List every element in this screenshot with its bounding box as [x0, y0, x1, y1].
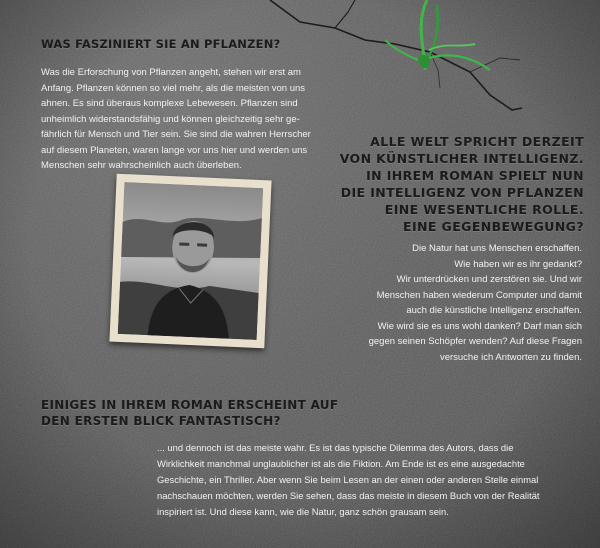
text-line: Was die Erforschung von Pflanzen angeht, stehen wir erst am [41, 67, 301, 78]
text-line: auf diesem Planeten, waren lange vor uns hier und werden uns [41, 144, 308, 156]
heading-line: EINIGES IN IHREM ROMAN ERSCHEINT AUF [41, 398, 339, 412]
text-line: Wir unterdrücken und zerstören sie. Und wir [396, 274, 582, 285]
text-line: ahnen. Es sind überaus komplexe Lebewesen. Pflanzen sind [41, 98, 298, 109]
text-line: versuche ich Antworten zu finden. [439, 351, 582, 363]
text-line: unheimlich widerstandsfähig und können gleichzeitig sehr ge- [41, 113, 300, 125]
plant-sprout-icon [385, 0, 505, 80]
section-text-fantastic [157, 440, 540, 520]
text-line: ... und dennoch ist das meiste wahr. Es ist das typische Dilemma des Autors, dass die [157, 442, 514, 453]
text-line: Anfang. Pflanzen können so viel mehr, als die meisten von uns [41, 82, 306, 94]
text-line: Die Natur hat uns Menschen erschaffen. [412, 243, 582, 254]
author-photo [109, 174, 271, 349]
text-line: Wie haben wir es ihr gedankt? [454, 258, 582, 270]
text-line: Menschen haben wiederum Computer und damit [376, 289, 582, 301]
text-line: nachschauen möchten, werden Sie sehen, dass das meiste in diesem Buch von der Realität [157, 490, 540, 501]
text-line: Geschichte, ein Thriller. Aber wenn Sie beim Lesen an der einen oder anderen Stelle einmal [157, 474, 539, 485]
heading-line: EINE WESENTLICHE ROLLE. [384, 202, 584, 217]
text-line: inspiriert ist. Und diese kann, wie die Natur, ganz schön grausam sein. [157, 506, 449, 517]
heading-line: ALLE WELT SPRICHT DERZEIT [370, 134, 584, 149]
section-heading-plants: WAS FASZINIERT SIE AN PFLANZEN? [41, 37, 281, 51]
section-heading-ai [264, 133, 584, 235]
text-line: gegen seinen Schöpfer wenden? Auf diese Fragen [368, 336, 582, 347]
text-line: Menschen sehr wahrscheinlich auch überleben. [41, 160, 242, 171]
author-portrait-image [118, 182, 263, 340]
section-heading-fantastic [41, 397, 338, 429]
heading-line: EINE GEGENBEWEGUNG? [403, 219, 584, 234]
text-line: fährlich für Mensch und Tier sein. Sie sind die wahren Herrscher [41, 129, 311, 140]
heading-line: DIE INTELLIGENZ VON PFLANZEN [340, 185, 584, 200]
section-text-ai [369, 241, 582, 365]
heading-line: VON KÜNSTLICHER INTELLIGENZ. [339, 151, 584, 166]
heading-line: DEN ERSTEN BLICK FANTASTISCH? [41, 414, 281, 428]
heading-line: IN IHREM ROMAN SPIELT NUN [366, 168, 584, 183]
text-line: Wirklichkeit manchmal unglaublicher ist als die Fiktion. Am Ende ist es eine ausgedachte [157, 458, 525, 469]
text-line: auch die künstliche Intelligenz erschaffen. [406, 305, 582, 316]
text-line: Wie wird sie es uns wohl danken? Darf man sich [377, 320, 582, 332]
